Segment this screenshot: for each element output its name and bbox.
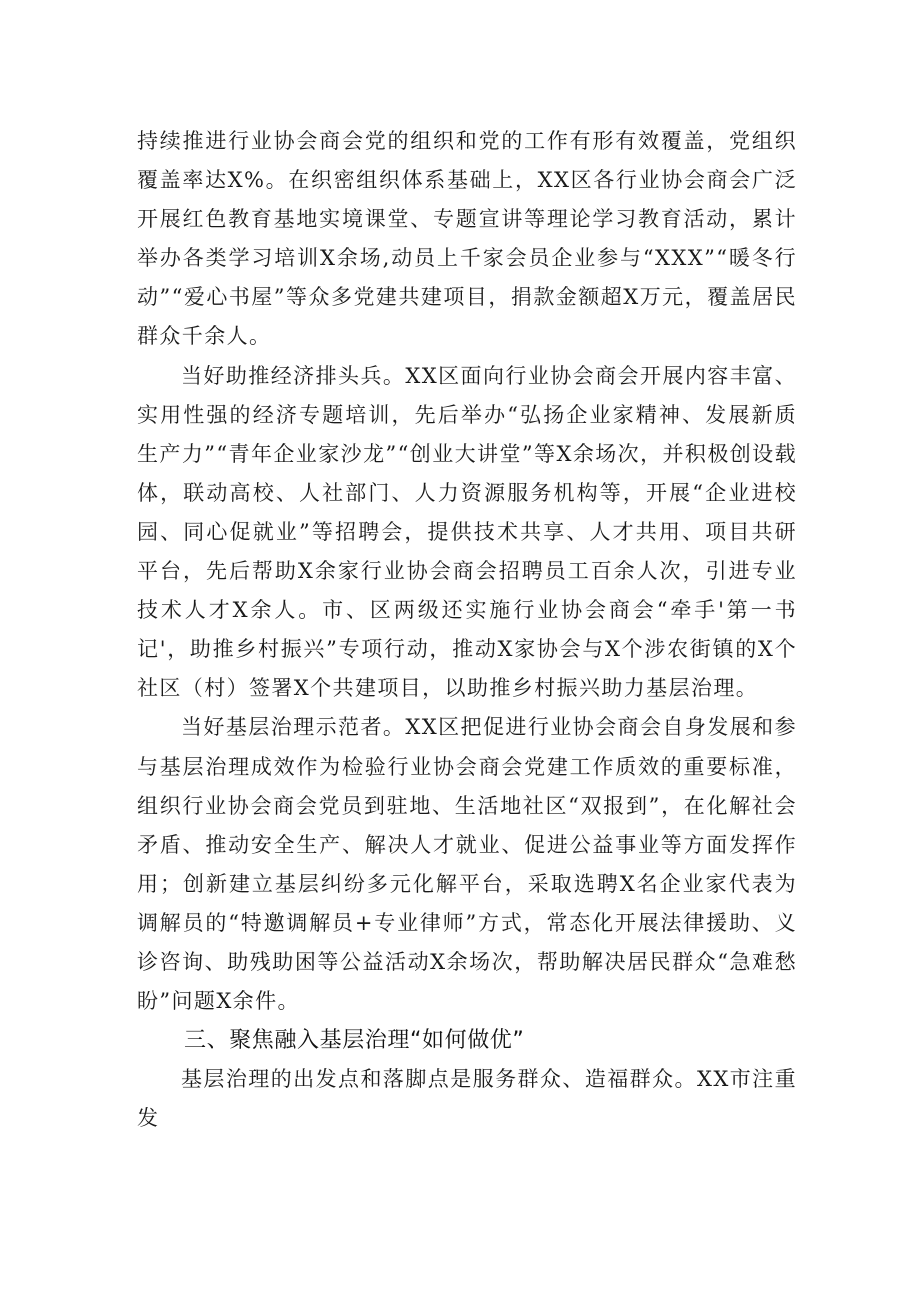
document-page xyxy=(137,122,797,1138)
body-paragraph-governance: 当好基层治理示范者。XX区把促进行业协会商会自身发展和参与基层治理成效作为检验行业协会商会党建工作质效的重要标准，组织行业协会商会党员到驻地、生活地社区“双报到”，在化解社会矛盾、推动安全生产、解决人才就业、促进公益事业等方面发挥作用；创新建立基层纠纷多元化解平台，采取选聘X名企业家代表为调解员的“特邀调解员+专业律师”方式，常态化开展法律援助、义诊咨询、助残助困等公益活动X余场次，帮助解决居民群众“急难愁盼”问题X余件。 xyxy=(137,715,797,1014)
body-paragraph-service: 基层治理的出发点和落脚点是服务群众、造福群众。XX市注重发 xyxy=(137,1067,797,1131)
section-heading: 三、聚焦融入基层治理“如何做优” xyxy=(184,1028,525,1054)
body-paragraph-party-coverage: 持续推进行业协会商会党的组织和党的工作有形有效覆盖，党组织覆盖率达X%。在织密组织体系基础上，XX区各行业协会商会广泛开展红色教育基地实境课堂、专题宣讲等理论学习教育活动，累计举办各类学习培训X余场,动员上千家会员企业参与“XXX”“暖冬行动”“爱心书屋”等众多党建共建项目，捐款金额超X万元，覆盖居民群众千余人。 xyxy=(137,129,797,349)
body-paragraph-economy: 当好助推经济排头兵。XX区面向行业协会商会开展内容丰富、实用性强的经济专题培训，先后举办“弘扬企业家精神、发展新质生产力”“青年企业家沙龙”“创业大讲堂”等X余场次，并积极创设载体，联动高校、人社部门、人力资源服务机构等，开展“企业进校园、同心促就业”等招聘会，提供技术共享、人才共用、项目共研平台，先后帮助X余家行业协会商会招聘员工百余人次，引进专业技术人才X余人。市、区两级还实施行业协会商会“牵手'第一书记'，助推乡村振兴”专项行动，推动X家协会与X个涉农街镇的X个社区（村）签署X个共建项目，以助推乡村振兴助力基层治理。 xyxy=(137,363,797,701)
